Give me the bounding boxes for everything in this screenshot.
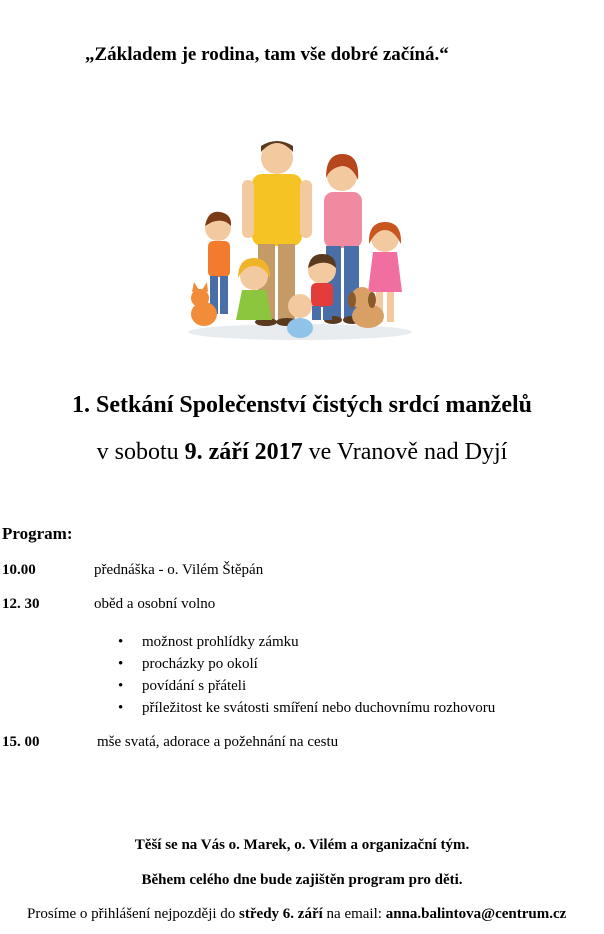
event-title: 1. Setkání Společenství čistých srdcí manželů [72,392,532,418]
program-item: mše svatá, adorace a požehnání na cestu [97,734,339,750]
list-item: • procházky po okolí [118,653,495,675]
closing-greeting: Těší se na Vás o. Marek, o. Vilém a organizační tým. [134,837,470,853]
family-illustration [180,136,420,342]
program-heading: Program: [2,524,73,543]
quote: „Základem je rodina, tam vše dobré začíná.“ [85,44,449,65]
small-boy-figure [308,254,336,320]
list-item: • povídání s přáteli [118,675,495,697]
event-location: ve Vranově nad Dyjí [308,439,508,465]
program-item: oběd a osobní volno [94,596,216,612]
registration-email-label: na email: [326,906,382,922]
list-item: • příležitost ke svátosti smíření nebo duchovnímu rozhovoru [118,697,495,719]
registration-text: Prosíme o přihlášení nejpozději do [27,906,236,922]
event-date: 9. září 2017 [184,439,303,465]
program-activity-list [118,631,495,719]
program-time: 10.00 [2,562,36,578]
registration-deadline: středy 6. září [239,906,323,922]
program-item: přednáška - o. Vilém Štěpán [94,562,264,578]
children-program-note: Během celého dne bude zajištěn program pro děti. [141,872,463,888]
registration-note [27,906,566,923]
list-item: • možnost prohlídky zámku [118,631,495,653]
program-time: 15. 00 [2,734,40,750]
registration-email: anna.balintova@centrum.cz [385,906,567,922]
event-subtitle [0,439,604,466]
program-time: 12. 30 [2,596,40,612]
subtitle-prefix: v sobotu [96,439,179,465]
